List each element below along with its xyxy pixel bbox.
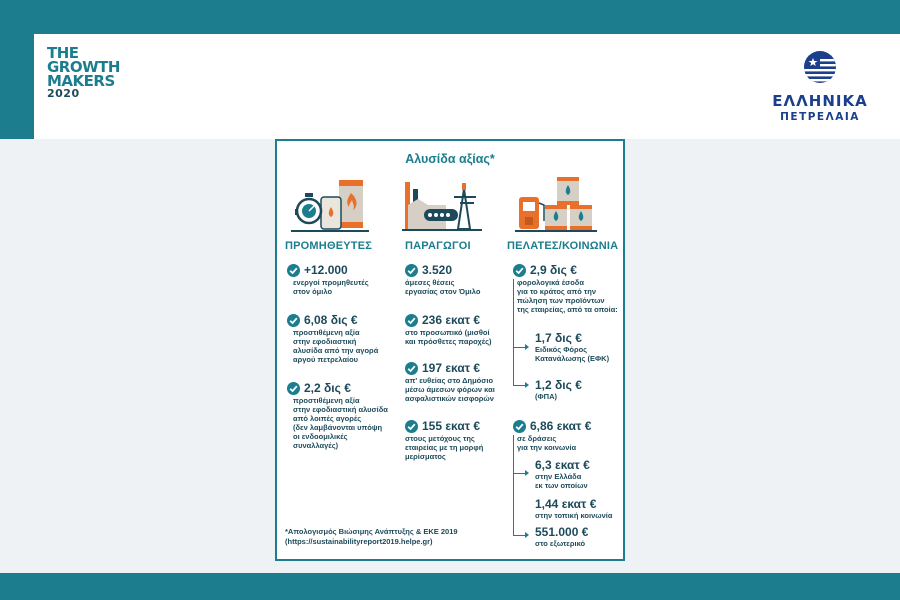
greek-flag-circle-icon — [803, 50, 837, 84]
refinery-factory-icon — [402, 177, 482, 237]
stat-desc-line: μερίσματος — [405, 452, 446, 461]
sub-desc-line: στην Ελλάδα — [535, 472, 582, 481]
stat-value: 6,86 εκατ € — [530, 419, 592, 433]
stat-desc-line: αλυσίδα από την αγορά — [293, 346, 379, 355]
list-item — [513, 263, 618, 314]
arrow-right-icon — [525, 382, 529, 388]
stat-desc-line: προστιθέμενη αξία — [293, 396, 360, 405]
list-item — [405, 419, 483, 461]
growth-line-1: THE — [47, 44, 79, 62]
sub-desc-line: εκ των οποίων — [535, 481, 588, 490]
list-item — [287, 381, 388, 450]
card-title: Αλυσίδα αξίας* — [405, 152, 495, 166]
arrow-right-icon — [525, 470, 529, 476]
tax-bracket-line — [513, 279, 514, 385]
stat-desc-line: φορολογικά έσοδα — [517, 278, 584, 287]
sub-desc-line: στο εξωτερικό — [535, 539, 586, 548]
sub-desc-line: Κατανάλωσης (ΕΦΚ) — [535, 354, 610, 363]
stat-desc-line: αργού πετρελαίου — [293, 355, 359, 364]
footnote-source: *Απολογισμός Βιώσιμης Ανάπτυξης & ΕΚΕ 2019 — [285, 527, 458, 536]
stat-desc-line: πώληση των προϊόντων — [517, 296, 605, 305]
bottom-bar — [0, 573, 900, 600]
stat-desc-line: ενεργοί προμηθευτές — [293, 278, 369, 287]
growth-makers-logo — [47, 46, 120, 99]
sub-item — [535, 497, 612, 520]
sub-value: 551.000 € — [535, 525, 589, 539]
sub-value: 1,7 δις € — [535, 331, 582, 345]
stat-desc-line: ασφαλιστικών εισφορών — [405, 394, 494, 403]
stat-value: 236 εκατ € — [422, 313, 481, 327]
tax-connector — [513, 347, 525, 348]
top-bar — [0, 0, 900, 34]
social-connector — [513, 473, 525, 474]
check-circle-icon — [513, 420, 526, 433]
company-subname: ΠΕΤΡΕΛΑΙΑ — [780, 111, 860, 123]
check-circle-icon — [405, 362, 418, 375]
stat-desc-line: στην εφοδιαστική — [293, 337, 357, 346]
social-connector — [513, 535, 525, 536]
tax-connector — [513, 385, 525, 386]
check-circle-icon — [405, 420, 418, 433]
sub-item — [535, 525, 588, 548]
footnote-link[interactable]: (https://sustainabilityreport2019.helpe.gr) — [285, 537, 433, 546]
column-heading-customers: ΠΕΛΑΤΕΣ/ΚΟΙΝΩΝΙΑ — [507, 240, 619, 252]
footnote — [285, 527, 458, 547]
stat-desc-line: από λοιπές αγορές — [293, 414, 362, 423]
stat-desc-line: στην εφοδιαστική αλυσίδα — [293, 405, 388, 414]
stat-value: 3.520 — [422, 263, 453, 277]
stat-desc-line: οι ενδοομιλικές — [293, 432, 348, 441]
list-item — [287, 313, 378, 364]
stat-desc-line: (δεν λαμβάνονται υπόψη — [293, 423, 383, 432]
stat-value: +12.000 — [304, 263, 348, 277]
stat-value: 2,9 δις € — [530, 263, 577, 277]
list-item — [513, 419, 591, 452]
check-circle-icon — [287, 382, 300, 395]
arrow-right-icon — [525, 344, 529, 350]
stat-desc-line: στους μετόχους της — [405, 434, 475, 443]
sub-value: 1,44 εκατ € — [535, 497, 597, 511]
stat-desc-line: της εταιρείας, από τα οποία: — [517, 305, 618, 314]
sub-value: 1,2 δις € — [535, 378, 582, 392]
hellenic-petroleum-logo — [760, 50, 880, 123]
growth-year: 2020 — [47, 87, 80, 100]
list-item — [405, 263, 480, 296]
company-name: ΕΛΛΗΝΙΚΑ — [772, 92, 868, 110]
fuel-pump-barrels-icon — [515, 177, 597, 237]
check-circle-icon — [405, 264, 418, 277]
sub-value: 6,3 εκατ € — [535, 458, 590, 472]
arrow-right-icon — [525, 532, 529, 538]
stat-desc-line: για την κοινωνία — [517, 443, 577, 452]
stat-desc-line: άμεσες θέσεις — [405, 278, 455, 287]
stat-value: 6,08 δις € — [304, 313, 358, 327]
stat-desc-line: στο προσωπικό (μισθοί — [405, 328, 490, 337]
column-heading-suppliers: ΠΡΟΜΗΘΕΥΤΕΣ — [285, 240, 373, 252]
stat-value: 155 εκατ € — [422, 419, 481, 433]
stat-desc-line: για το κράτος από την — [517, 287, 597, 296]
stat-desc-line: και πρόσθετες παροχές) — [405, 337, 492, 346]
list-item — [287, 263, 369, 296]
growth-line-3: MAKERS — [47, 72, 115, 90]
check-circle-icon — [405, 314, 418, 327]
check-circle-icon — [287, 264, 300, 277]
sub-item — [535, 331, 609, 363]
sub-desc-line: στην τοπική κοινωνία — [535, 511, 613, 520]
stat-desc-line: σε δράσεις — [517, 434, 557, 443]
list-item — [405, 361, 495, 403]
growth-line-2: GROWTH — [47, 58, 120, 76]
stat-value: 2,2 δις € — [304, 381, 351, 395]
sub-desc-line: Ειδικός Φόρος — [535, 345, 588, 354]
stat-desc-line: προστιθέμενη αξία — [293, 328, 360, 337]
stat-desc-line: μέσω άμεσων φόρων και — [405, 385, 495, 394]
stat-value: 197 εκατ € — [422, 361, 481, 375]
stat-desc-line: συναλλαγές) — [293, 441, 339, 450]
sub-item — [535, 378, 582, 401]
column-heading-producers: ΠΑΡΑΓΩΓΟΙ — [405, 240, 471, 252]
check-circle-icon — [513, 264, 526, 277]
check-circle-icon — [287, 314, 300, 327]
stat-desc-line: εργασίας στον Όμιλο — [405, 287, 481, 296]
value-chain-card — [275, 139, 625, 561]
stat-desc-line: απ' ευθείας στο Δημόσιο — [405, 376, 494, 385]
social-bracket-line — [513, 435, 514, 535]
stat-desc-line: εταιρείας με τη μορφή — [405, 443, 484, 452]
sub-desc-line: (ΦΠΑ) — [535, 392, 557, 401]
supplier-gauge-tanks-icon — [291, 177, 369, 237]
left-accent-bar — [0, 34, 34, 139]
list-item — [405, 313, 492, 346]
sub-item — [535, 458, 590, 490]
stat-desc-line: στον όμιλο — [293, 287, 333, 296]
